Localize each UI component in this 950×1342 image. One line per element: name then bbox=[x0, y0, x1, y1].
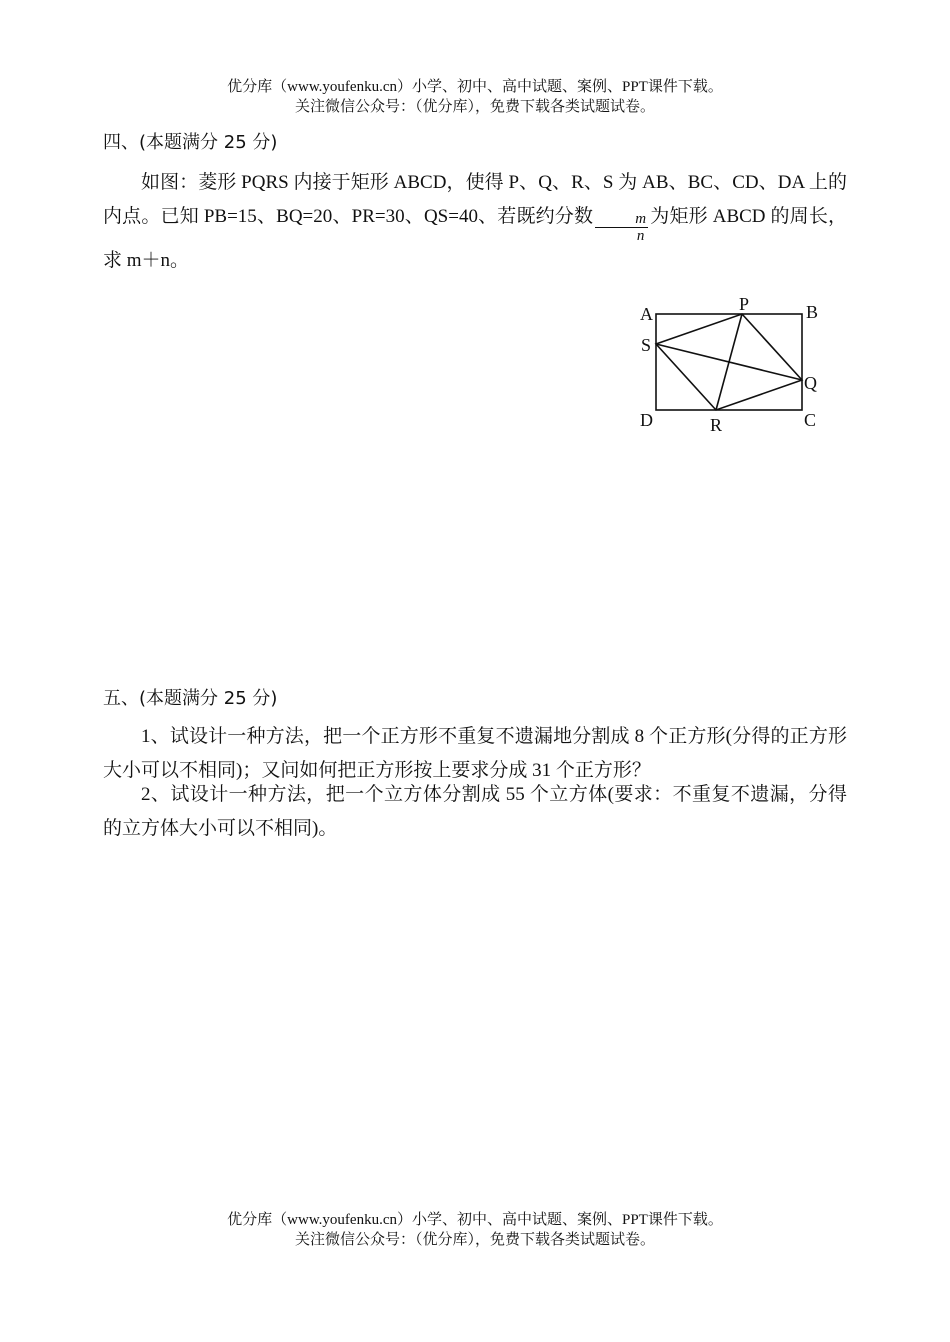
fraction-numerator: m bbox=[595, 211, 648, 228]
diagonal-qs bbox=[656, 344, 802, 380]
problem-text-part-1: 如图：菱形 PQRS 内接于矩形 ABCD，使得 P、Q、R、S 为 AB、BC、CD、DA 上的内点。已知 PB=15、BQ=20、PR=30、QS=40、若既约分数 bbox=[103, 172, 847, 227]
footer-line-1: 优分库（www.youfenku.cn）小学、初中、高中试题、案例、PPT课件下载。 bbox=[227, 1212, 723, 1228]
label-a: A bbox=[640, 304, 653, 324]
label-s: S bbox=[641, 335, 652, 355]
section-4-problem bbox=[103, 166, 847, 278]
section-5-title: 五、(本题满分 25 分) bbox=[103, 688, 278, 709]
problem-text-part-2: 为矩形 ABCD 的周长，求 m＋n。 bbox=[103, 206, 847, 271]
section-5-item-1: 1、试设计一种方法，把一个正方形不重复不遗漏地分割成 8 个正方形(分得的正方形大小可以不相同)；又问如何把正方形按上要求分成 31 个正方形？ bbox=[103, 726, 847, 781]
header-line-2: 关注微信公众号：（优分库），免费下载各类试题试卷。 bbox=[294, 99, 655, 115]
header-line-1: 优分库（www.youfenku.cn）小学、初中、高中试题、案例、PPT课件下载。 bbox=[227, 79, 723, 95]
section-5-item-2: 2、试设计一种方法，把一个立方体分割成 55 个立方体(要求：不重复不遗漏，分得的立方体大小可以不相同)。 bbox=[103, 784, 847, 839]
label-d: D bbox=[640, 410, 653, 430]
fraction-denominator: n bbox=[636, 228, 645, 244]
label-q: Q bbox=[804, 373, 817, 393]
footer-line-2: 关注微信公众号：（优分库），免费下载各类试题试卷。 bbox=[294, 1232, 655, 1248]
page-footer bbox=[0, 1210, 950, 1250]
section-4-title: 四、(本题满分 25 分) bbox=[103, 132, 278, 153]
fraction-m-over-n bbox=[595, 211, 648, 244]
label-r: R bbox=[710, 415, 723, 435]
label-b: B bbox=[806, 302, 819, 322]
label-p: P bbox=[739, 294, 750, 314]
page-header bbox=[0, 77, 950, 117]
rhombus-in-rectangle-figure bbox=[630, 290, 840, 440]
label-c: C bbox=[804, 410, 817, 430]
